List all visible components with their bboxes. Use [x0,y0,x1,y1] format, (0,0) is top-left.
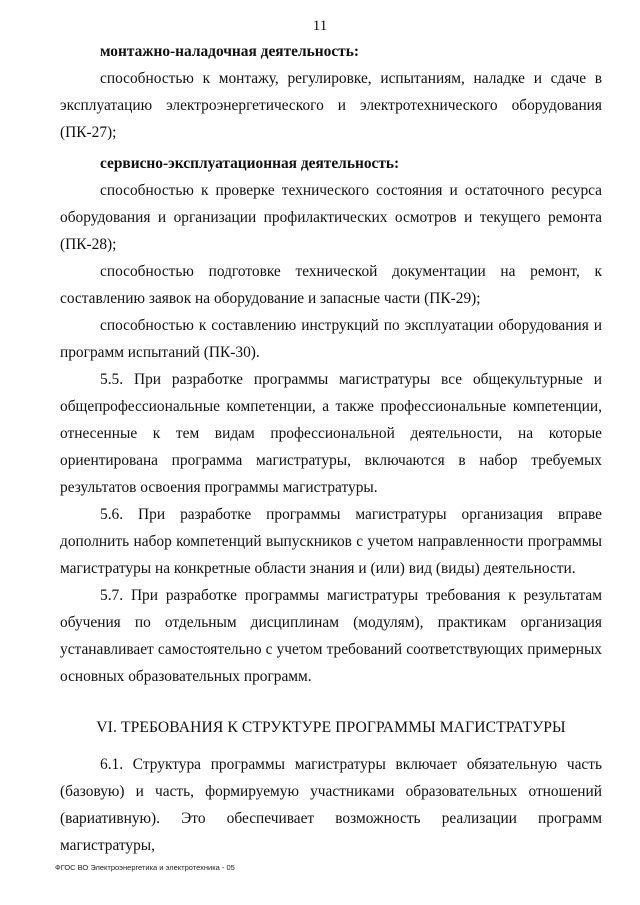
paragraph-5-7: 5.7. При разработке программы магистратуры требования к результатам обучения по отдельным дисциплинам (модулям), практикам организация устанавливает самостоятельно с учетом требований соответствующих примерных основных образовательных программ. [60,587,602,685]
page-number: 11 [312,18,328,34]
footer-document-code: ФГОС ВО Электроэнергетика и электротехника - 05 [55,863,235,872]
paragraph-pk28: способностью к проверке технического состояния и остаточного ресурса оборудования и организации профилактических осмотров и текущего ремонта (ПК-28); [60,182,602,253]
paragraph-pk27: способностью к монтажу, регулировке, испытаниям, наладке и сдаче в эксплуатацию электроэнергетического и электротехнического оборудования (ПК-27); [60,70,602,141]
section-title: VI. ТРЕБОВАНИЯ К СТРУКТУРЕ ПРОГРАММЫ МАГИСТРАТУРЫ [96,719,566,736]
paragraph-5-6: 5.6. При разработке программы магистратуры организация вправе дополнить набор компетенций выпускников с учетом направленности программы магистратуры на конкретные области знания и (или) вид (виды) деятельности. [60,506,602,577]
heading-service-activity: сервисно-эксплуатационная деятельность: [100,155,400,172]
paragraph-pk29: способностью подготовке технической документации на ремонт, к составлению заявок на оборудование и запасные части (ПК-29); [60,263,602,307]
paragraph-6-1: 6.1. Структура программы магистратуры включает обязательную часть (базовую) и часть, формируемую участниками образовательных отношений (вариативную). Это обеспечивает возможность реализации программ магистратуры, [60,756,602,854]
paragraph-pk30: способностью к составлению инструкций по эксплуатации оборудования и программ испытаний (ПК-30). [60,317,602,361]
document-body [60,38,602,859]
paragraph-5-5: 5.5. При разработке программы магистратуры все общекультурные и общепрофессиональные компетенции, а также профессиональные компетенции, отнесенные к тем видам профессиональной деятельности, на которые ориентирована программа магистратуры, включаются в набор требуемых результатов освоения программы магистратуры. [60,371,602,496]
heading-installation-activity: монтажно-наладочная деятельность: [100,43,359,60]
